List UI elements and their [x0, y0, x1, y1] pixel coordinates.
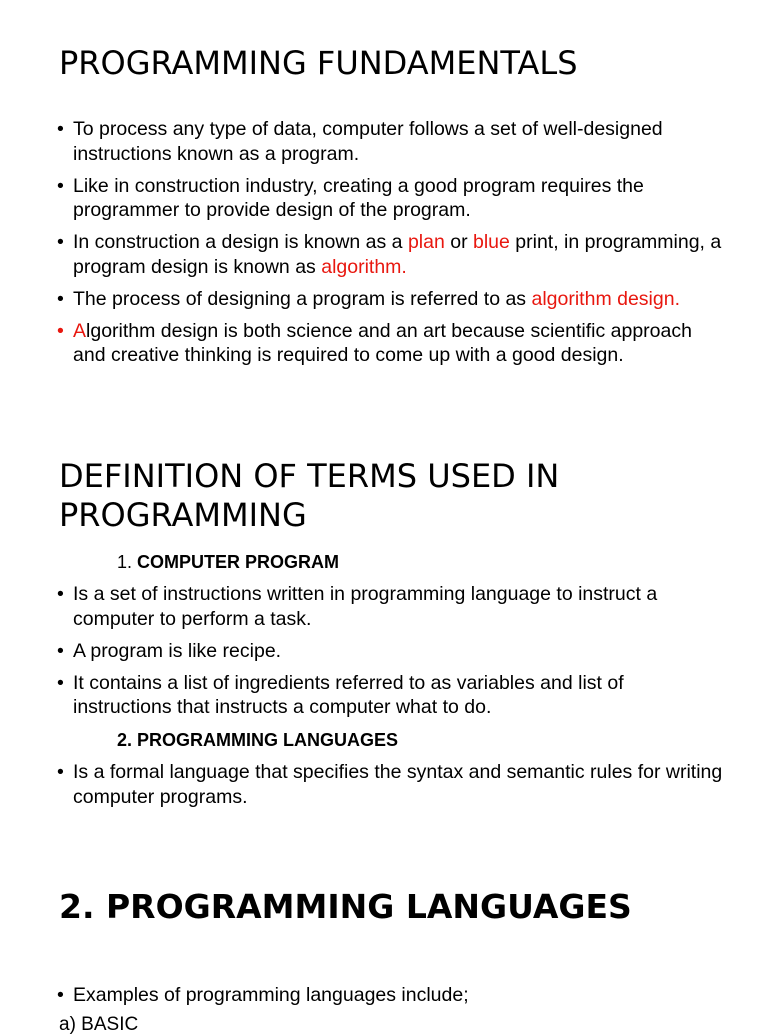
heading-definition-line1: DEFINITION OF TERMS USED IN [59, 457, 560, 495]
bullet-icon: • [57, 671, 64, 694]
list-item [56, 117, 726, 166]
highlight-first-letter: A [73, 319, 87, 342]
heading-programming-languages: 2. PROGRAMMING LANGUAGES [59, 887, 632, 926]
list-item [56, 319, 726, 368]
heading-programming-fundamentals: PROGRAMMING FUNDAMENTALS [59, 44, 578, 82]
bullet-icon: • [57, 118, 64, 140]
bullet-text: Is a formal language that specifies the syntax and semantic rules for writing computer programs. [73, 761, 723, 808]
bullet-icon: • [57, 761, 64, 783]
subheading-label: 2. PROGRAMMING LANGUAGES [117, 730, 399, 750]
bullet-text [73, 231, 721, 278]
fundamentals-bullet-list [56, 117, 726, 375]
bullet-icon: • [57, 984, 64, 1006]
bullet-icon: • [57, 231, 64, 253]
list-item [56, 230, 726, 279]
list-item [56, 639, 726, 664]
bullet-text: A program is like recipe. [73, 639, 282, 662]
bullet-text [73, 320, 692, 367]
text-run: print, in programming, a program design is known as [73, 231, 722, 278]
bullet-icon: • [57, 287, 64, 310]
highlight-plan: plan [407, 231, 445, 253]
subheading-computer-program [117, 551, 339, 573]
subheading-label: COMPUTER PROGRAM [137, 552, 340, 572]
bullet-icon: • [57, 174, 64, 197]
highlight-algorithm: algorithm. [321, 255, 407, 278]
list-item [56, 174, 726, 223]
bullet-text: Examples of programming languages include; [73, 984, 469, 1006]
list-item [56, 760, 726, 809]
bullet-text: Is a set of instructions written in programming language to instruct a computer to perform a task. [73, 583, 658, 630]
heading-definition-line2: PROGRAMMING [59, 496, 307, 534]
definition-bullet-list-1 [56, 582, 726, 727]
bullet-icon: • [57, 639, 64, 662]
list-item [56, 287, 726, 312]
bullet-icon: • [57, 319, 64, 342]
bullet-text [73, 288, 680, 310]
bullet-icon: • [57, 583, 64, 605]
bullet-text: It contains a list of ingredients referred to as variables and list of instructions that instructs a computer what to do. [73, 671, 624, 718]
list-item [56, 983, 726, 1008]
text-run: lgorithm design is both science and an art because scientific approach and creative thinking is required to come up with a good design. [73, 319, 692, 366]
list-item [56, 582, 726, 631]
cut-off-list-item: a) BASIC [59, 1014, 139, 1035]
subheading-programming-languages [117, 729, 398, 751]
definition-bullet-list-2 [56, 760, 726, 817]
text-run: or [444, 231, 473, 253]
highlight-algorithm-design: algorithm design. [531, 287, 680, 310]
highlight-blue: blue [473, 231, 510, 253]
languages-bullet-list [56, 983, 726, 1015]
text-run: The process of designing a program is referred to as [73, 287, 532, 310]
text-run: In construction a design is known as a [73, 231, 408, 253]
bullet-text: Like in construction industry, creating a good program requires the programmer to provide design of the program. [73, 174, 644, 221]
subheading-number: 1. [117, 552, 138, 572]
list-item [56, 671, 726, 720]
bullet-text: To process any type of data, computer follows a set of well-designed instructions known as a program. [73, 118, 663, 165]
